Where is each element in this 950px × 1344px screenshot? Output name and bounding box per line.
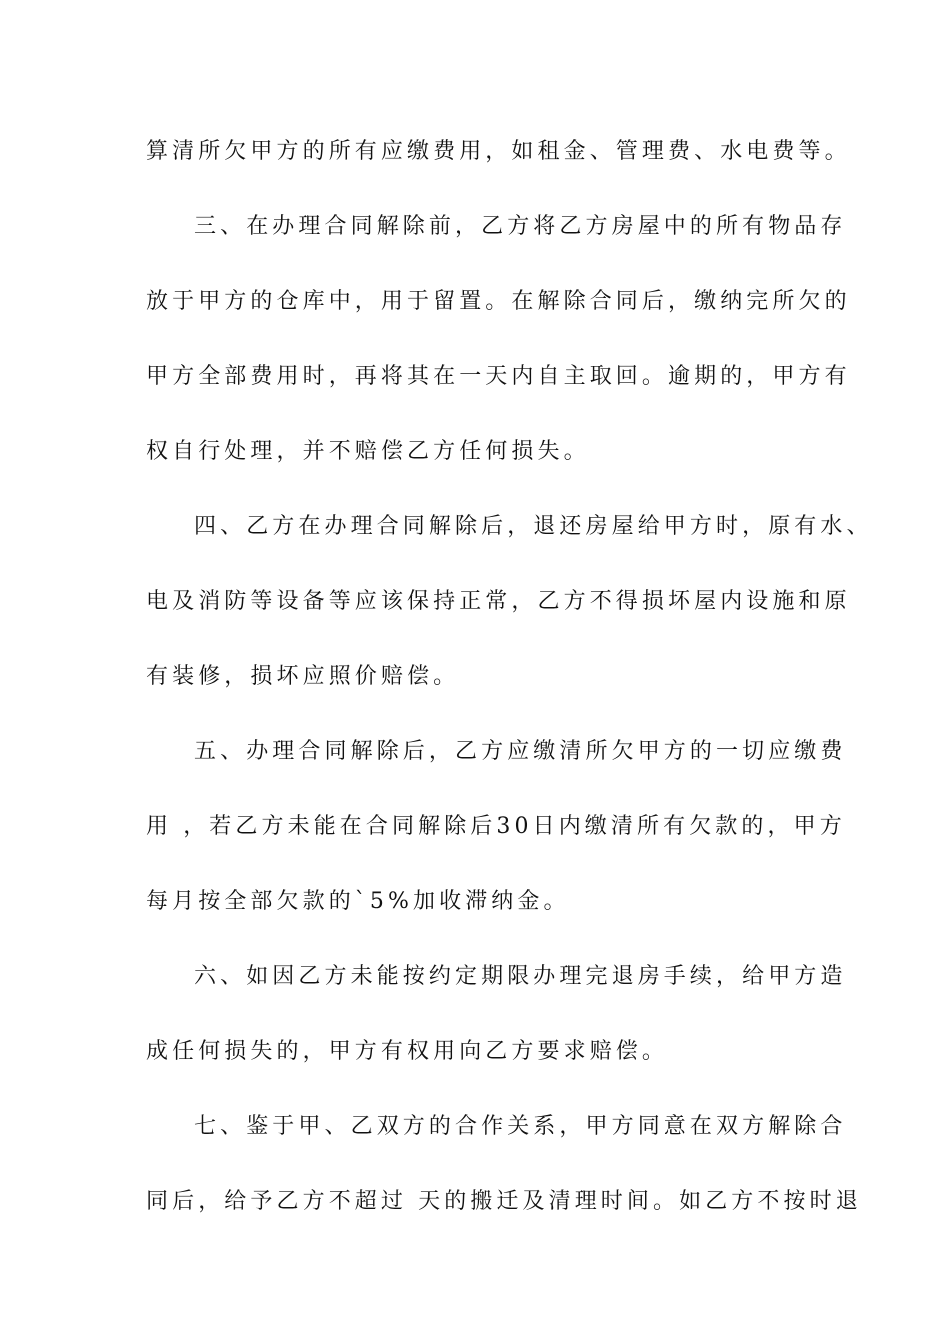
text-line: 算清所欠甲方的所有应缴费用，如租金、管理费、水电费等。 bbox=[146, 139, 851, 164]
text-line: 每月按全部欠款的`5%加收滞纳金。 bbox=[146, 889, 570, 914]
clause-4-line: 四、乙方在办理合同解除后，退还房屋给甲方时，原有水、 bbox=[194, 514, 873, 539]
text-line: 放于甲方的仓库中，用于留置。在解除合同后，缴纳完所欠的 bbox=[146, 289, 851, 314]
text-line: 有装修，损坏应照价赔偿。 bbox=[146, 664, 460, 689]
text-line: 用 ，若乙方未能在合同解除后30日内缴清所有欠款的，甲方 bbox=[146, 814, 846, 839]
text-line: 甲方全部费用时，再将其在一天内自主取回。逾期的，甲方有 bbox=[146, 364, 851, 389]
clause-5-line: 五、办理合同解除后，乙方应缴清所欠甲方的一切应缴费 bbox=[194, 739, 847, 764]
text-line: 权自行处理，并不赔偿乙方任何损失。 bbox=[146, 439, 590, 464]
clause-6-line: 六、如因乙方未能按约定期限办理完退房手续，给甲方造 bbox=[194, 964, 847, 989]
text-line: 同后，给予乙方不超过 天的搬迁及清理时间。如乙方不按时退 bbox=[146, 1189, 862, 1214]
clause-3-line: 三、在办理合同解除前，乙方将乙方房屋中的所有物品存 bbox=[194, 214, 847, 239]
text-line: 电及消防等设备等应该保持正常，乙方不得损坏屋内设施和原 bbox=[146, 589, 851, 614]
clause-7-line: 七、鉴于甲、乙双方的合作关系，甲方同意在双方解除合 bbox=[194, 1114, 847, 1139]
text-line: 成任何损失的，甲方有权用向乙方要求赔偿。 bbox=[146, 1039, 669, 1064]
